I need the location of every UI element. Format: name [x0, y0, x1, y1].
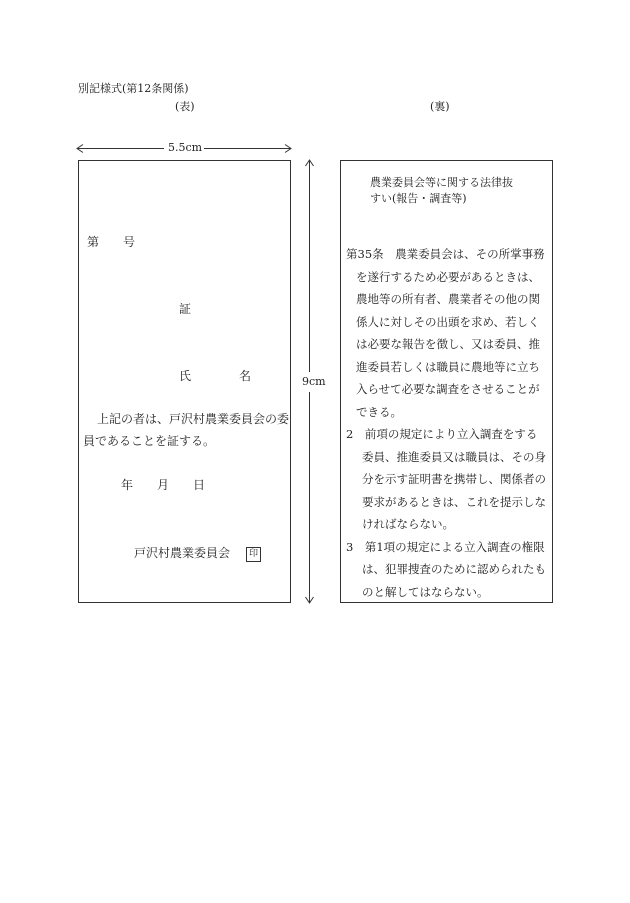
article-line: 農地等の所有者、農業者その他の関	[356, 292, 540, 306]
article-line: 分を示す証明書を携帯し、関係者の	[362, 472, 546, 486]
back-title-line-2: すい(報告・調査等)	[370, 192, 467, 205]
front-side-label: (表)	[175, 100, 195, 113]
back-card	[340, 160, 553, 603]
article-line: 係人に対しその出頭を求め、若しく	[356, 314, 540, 329]
date-label: 年 月 日	[121, 478, 206, 492]
article-line: 第35条 農業委員会は、その所掌事務	[346, 247, 545, 261]
arrow-down-icon	[305, 596, 314, 604]
issuer-name: 戸沢村農業委員会	[134, 546, 231, 560]
height-label: 9cm	[302, 375, 326, 388]
name-label: 氏 名	[179, 369, 252, 383]
form-label: 別記様式(第12条関係)	[78, 82, 189, 95]
article-line: 2 前項の規定により立入調査をする	[346, 427, 538, 441]
article-line: のと解してはならない。	[362, 584, 489, 599]
law-article-text	[346, 243, 546, 603]
article-line: は必要な報告を徴し、又は委員、推	[356, 337, 540, 351]
article-line: 入らせて必要な調査をさせることが	[356, 382, 540, 396]
seal-stamp: 印	[246, 547, 261, 562]
article-line: できる。	[356, 404, 402, 419]
article-line: 委員、推進委員又は職員は、その身	[362, 449, 546, 464]
article-line: 3 第1項の規定による立入調査の権限	[346, 539, 545, 554]
width-label: 5.5cm	[168, 141, 203, 154]
article-line: を遂行するため必要があるときは、	[356, 269, 540, 284]
article-line: は、犯罪捜査のために認められたも	[362, 562, 546, 576]
article-line: ければならない。	[362, 517, 454, 531]
arrow-up-icon	[305, 159, 314, 167]
back-title-line-1: 農業委員会等に関する法律抜	[370, 176, 513, 189]
front-card	[78, 160, 291, 603]
number-label: 第 号	[87, 235, 136, 249]
statement-line-1: 上記の者は、戸沢村農業委員会の委	[97, 412, 290, 426]
arrow-right-icon	[284, 144, 292, 153]
back-side-label: (裏)	[430, 100, 450, 113]
arrow-left-icon	[76, 144, 84, 153]
statement-line-2: 員であることを証する。	[83, 434, 216, 448]
article-line: 要求があるときは、これを提示しな	[362, 494, 546, 509]
article-line: 進委員若しくは職員に農地等に立ち	[356, 359, 540, 374]
issuer-line	[134, 544, 261, 562]
certificate-label: 証	[179, 302, 192, 316]
